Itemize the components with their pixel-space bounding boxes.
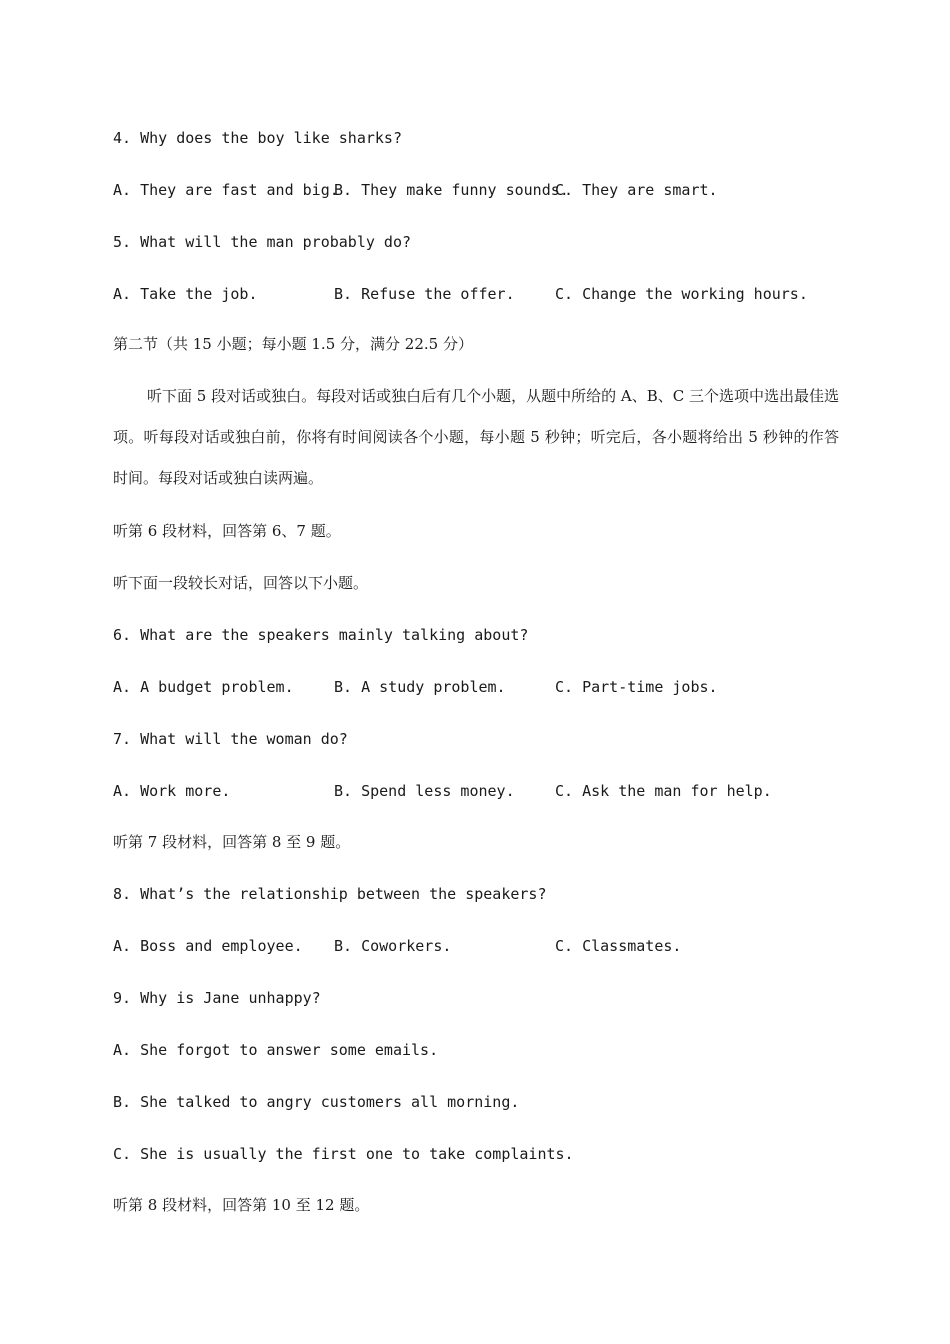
- question-4: 4. Why does the boy like sharks?: [113, 129, 402, 147]
- material-6-header: 听第 6 段材料，回答第 6、7 题。: [113, 522, 341, 540]
- question-9-option-a: A. She forgot to answer some emails.: [113, 1041, 439, 1059]
- question-8-option-b: B. Coworkers.: [334, 937, 452, 955]
- question-6-option-a: A. A budget problem.: [113, 678, 294, 696]
- question-9: 9. Why is Jane unhappy?: [113, 989, 321, 1007]
- material-7-header: 听第 7 段材料，回答第 8 至 9 题。: [113, 833, 351, 851]
- question-6-option-b: B. A study problem.: [334, 678, 506, 696]
- question-6-option-c: C. Part-time jobs.: [555, 678, 718, 696]
- question-5-option-c: C. Change the working hours.: [555, 285, 808, 303]
- question-7-option-c: C. Ask the man for help.: [555, 782, 772, 800]
- question-5-option-a: A. Take the job.: [113, 285, 258, 303]
- question-6: 6. What are the speakers mainly talking about?: [113, 626, 529, 644]
- material-8-header: 听第 8 段材料，回答第 10 至 12 题。: [113, 1196, 370, 1214]
- question-7: 7. What will the woman do?: [113, 730, 348, 748]
- question-8-option-a: A. Boss and employee.: [113, 937, 303, 955]
- question-9-option-b: B. She talked to angry customers all morning.: [113, 1093, 520, 1111]
- question-7-option-a: A. Work more.: [113, 782, 231, 800]
- question-9-option-c: C. She is usually the first one to take complaints.: [113, 1145, 574, 1163]
- section-2-heading: 第二节（共 15 小题；每小题 1.5 分，满分 22.5 分）: [113, 335, 473, 353]
- section-2-instructions: 听下面 5 段对话或独白。每段对话或独白后有几个小题，从题中所给的 A、B、C 三个选项中选出最佳选项。听每段对话或独白前，你将有时间阅读各个小题，每小题 5 秒钟；听完后，各小题将给出 5 秒钟的作答时间。每段对话或独白读两遍。: [113, 387, 839, 487]
- material-6-subheader: 听下面一段较长对话，回答以下小题。: [113, 574, 369, 592]
- question-4-option-b: B. They make funny sounds.: [334, 181, 569, 199]
- question-8-option-c: C. Classmates.: [555, 937, 682, 955]
- question-5-option-b: B. Refuse the offer.: [334, 285, 515, 303]
- question-5: 5. What will the man probably do?: [113, 233, 412, 251]
- question-8: 8. What’s the relationship between the speakers?: [113, 885, 547, 903]
- question-4-option-a: A. They are fast and big.: [113, 181, 339, 199]
- question-4-option-c: C. They are smart.: [555, 181, 718, 199]
- question-7-option-b: B. Spend less money.: [334, 782, 515, 800]
